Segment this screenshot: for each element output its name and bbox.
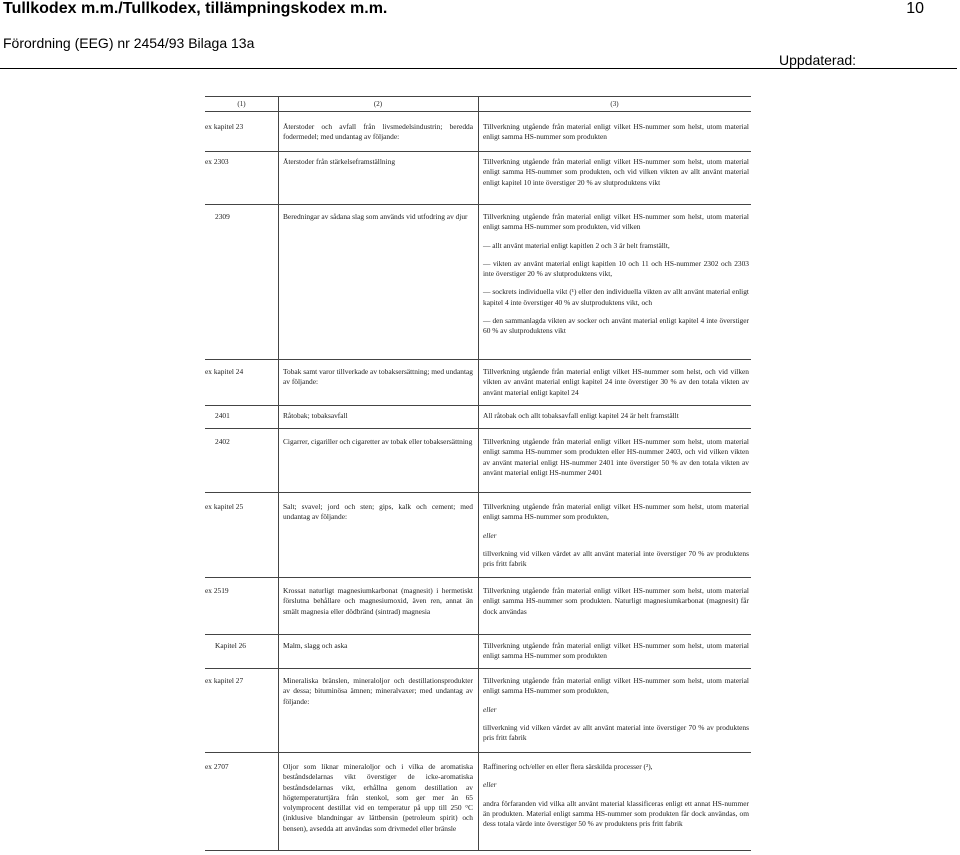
hs-code: ex kapitel 24 (205, 367, 244, 376)
column-header: (3) (610, 100, 619, 108)
row-rule (205, 405, 751, 406)
origin-rule: Tillverkning utgående från material enligt vilket HS-nummer som helst, utom material enligt samma HS-nummer som produkten, eller tillverkning vid vilken värdet av allt använt material inte överstiger 70 % av produktens pris fritt fabrik (483, 502, 749, 569)
product-description: Cigarrer, cigariller och cigaretter av tobak eller tobaksersättning (283, 437, 473, 446)
product-description: Återstoder från stärkelseframställning (283, 157, 396, 166)
origin-rule: Tillverkning utgående från material enligt vilket HS-nummer som helst, utom material enligt samma HS-nummer som produkten (483, 641, 749, 661)
hs-code: 2401 (215, 411, 230, 420)
hs-code: ex 2303 (205, 157, 229, 166)
product-description: Mineraliska bränslen, mineraloljor och destillationsprodukter av dessa; bituminösa ämnen; mineralvaxer; med undantag av följande: (283, 676, 473, 706)
row-rule (205, 752, 751, 753)
header-rule (205, 111, 751, 112)
column-divider (478, 96, 479, 851)
row-rule (205, 428, 751, 429)
origin-rule: Raffinering och/eller en eller flera särskilda processer (²), eller andra förfaranden vid vilka allt använt material klassificeras enligt ett annat HS-nummer än produkten. Material enligt samma HS-nummer som produkten får dock användas, om dess totala värde inte överstiger 50 % av produktens pris fritt fabrik (483, 762, 749, 829)
row-rule (205, 634, 751, 635)
product-description: Råtobak; tobaksavfall (283, 411, 348, 420)
origin-rule: Tillverkning utgående från material enligt vilket HS-nummer som helst, utom material enligt samma HS-nummer som produkten, och vid vilken vikten av allt använt material enligt kapitel 10 inte överstiger 20 % av slutproduktens vikt (483, 157, 749, 187)
hs-code: 2309 (215, 212, 230, 221)
page-number: 10 (906, 0, 924, 17)
column-header: (1) (237, 100, 246, 108)
column-divider (278, 96, 279, 851)
document-title: Tullkodex m.m./Tullkodex, tillämpningskodex m.m. (3, 0, 388, 17)
origin-rule: Tillverkning utgående från material enligt vilket HS-nummer som helst, utom material enligt samma HS-nummer som produkten, vid vilken — allt använt material enligt kapitlen 2 och 3 är helt framställt, — vikten av använt material enligt kapitlen 10 och 11 och HS-nummer 2302 och 2303 inte överstiger 20 % av slutproduktens vikt, — sockrets individuella vikt (¹) eller den individuella vikten av allt använt material enligt kapitel 4 inte överstiger 40 % av slutproduktens vikt, och — den sammanlagda vikten av socker och använt material enligt kapitel 4 inte överstiger 60 % av slutproduktens vikt (483, 212, 749, 336)
row-rule (205, 668, 751, 669)
row-rule (205, 577, 751, 578)
product-description: Oljor som liknar mineraloljor och i vilka de aromatiska beståndsdelarnas vikt överstiger de icke-aromatiska beståndsdelarnas vikt, erhållna genom destillation av högtemperaturtjära från stenkol, som ger mer än 65 volymprocent destillat vid en temperatur på upp till 250 °C (inklusive blandningar av lättbensin (petroleum spirit) och bensen), avsedda att användas som drivmedel eller bränsle (283, 762, 473, 833)
product-description: Tobak samt varor tillverkade av tobaksersättning; med undantag av följande: (283, 367, 473, 387)
row-rule (205, 492, 751, 493)
origin-rule: All råtobak och allt tobaksavfall enligt kapitel 24 är helt framställt (483, 411, 679, 420)
product-description: Beredningar av sådana slag som används vid utfodring av djur (283, 212, 468, 221)
product-description: Salt; svavel; jord och sten; gips, kalk och cement; med undantag av följande: (283, 502, 473, 522)
hs-code: ex kapitel 27 (205, 676, 244, 685)
origin-rule: Tillverkning utgående från material enligt vilket HS-nummer som helst, och vid vilken vikten av använt material enligt kapitel 24 inte överstiger 30 % av den totala vikten av använt material enligt kapitel 24 (483, 367, 749, 397)
header-rule (0, 68, 957, 69)
row-rule (205, 204, 751, 205)
hs-code: ex 2707 (205, 762, 229, 771)
table-bottom-rule (205, 850, 751, 851)
row-rule (205, 151, 751, 152)
product-description: Krossat naturligt magnesiumkarbonat (magnesit) i hermetiskt förslutna behållare och magnesiumoxid, även ren, annat än smält magnesia eller dödbränd (sintrad) magnesia (283, 586, 473, 616)
hs-code: ex 2519 (205, 586, 229, 595)
hs-code: Kapitel 26 (215, 641, 246, 650)
origin-rule: Tillverkning utgående från material enligt vilket HS-nummer som helst, utom material enligt samma HS-nummer som produkten (483, 122, 749, 142)
row-rule (205, 359, 751, 360)
origin-rule: Tillverkning utgående från material enligt vilket HS-nummer som helst, utom material enligt samma HS-nummer som produkten. Naturligt magnesiumkarbonat (magnesit) får dock användas (483, 586, 749, 616)
product-description: Malm, slagg och aska (283, 641, 348, 650)
hs-code: ex kapitel 23 (205, 122, 244, 131)
updated-label: Uppdaterad: (779, 52, 857, 68)
hs-code: 2402 (215, 437, 230, 446)
regulation-subtitle: Förordning (EEG) nr 2454/93 Bilaga 13a (3, 35, 255, 51)
origin-rule: Tillverkning utgående från material enligt vilket HS-nummer som helst, utom material enligt samma HS-nummer som produkten eller HS-nummer 2403, och vid vilken vikten av använt material enligt HS-nummer 2401 inte överstiger 50 % av den totala vikten av använt material enligt HS-nummer 2401 (483, 437, 749, 477)
column-header: (2) (373, 100, 383, 108)
product-description: Återstoder och avfall från livsmedelsindustrin; beredda fodermedel; med undantag av följande: (283, 122, 473, 142)
origin-rule: Tillverkning utgående från material enligt vilket HS-nummer som helst, utom material enligt samma HS-nummer som produkten, eller tillverkning vid vilken värdet av allt använt material inte överstiger 70 % av produktens pris fritt fabrik (483, 676, 749, 743)
hs-code: ex kapitel 25 (205, 502, 244, 511)
